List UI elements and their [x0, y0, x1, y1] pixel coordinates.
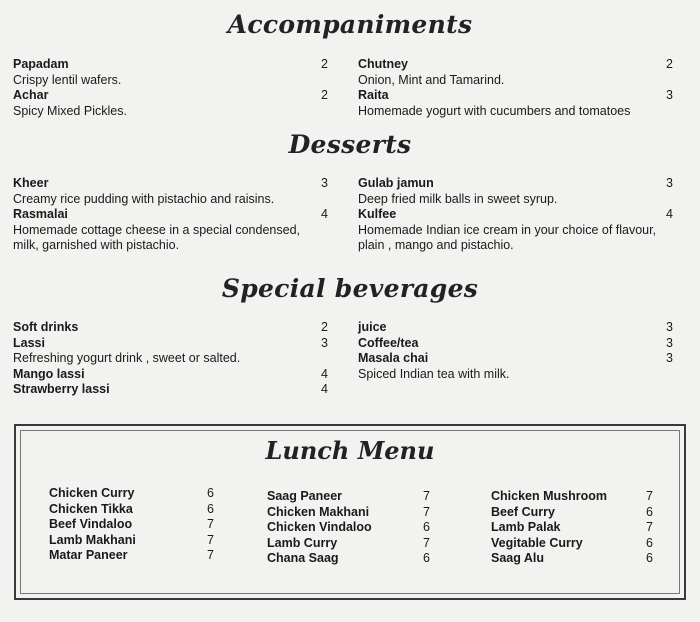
- menu-item: [358, 88, 673, 119]
- lunch-item: [267, 536, 430, 552]
- lunch-item-price: 7: [423, 535, 430, 550]
- lunch-item-price: 6: [423, 551, 430, 565]
- lunch-item-name: Chicken Curry: [49, 486, 135, 500]
- menu-item-row: [13, 57, 328, 73]
- menu-item-price: 4: [666, 207, 673, 221]
- menu-item-name: Raita: [358, 88, 389, 102]
- menu-item-name: Masala chai: [358, 351, 429, 365]
- desserts-right-column: [358, 176, 673, 254]
- accompaniments-right-column: [358, 57, 673, 119]
- lunch-item-name: Vegitable Curry: [491, 535, 583, 550]
- menu-item-name: Papadam: [13, 57, 69, 71]
- menu-item-row: [358, 176, 673, 192]
- menu-item-description: Creamy rice pudding with pistachio and raisins.: [13, 191, 275, 206]
- menu-item: [358, 320, 673, 336]
- lunch-item-name: Lamb Makhani: [49, 532, 136, 547]
- menu-item: [13, 207, 328, 254]
- menu-item: [13, 336, 328, 367]
- lunch-item: [49, 548, 214, 564]
- menu-item: [13, 176, 328, 207]
- menu-item-description: Crispy lentil wafers.: [13, 72, 122, 87]
- menu-item-row: [358, 57, 673, 73]
- lunch-item: [49, 517, 214, 533]
- menu-item: [358, 351, 673, 382]
- menu-item-row: [13, 382, 328, 398]
- menu-item-price: 2: [666, 57, 673, 71]
- menu-item-price: 3: [666, 320, 673, 334]
- menu-item: [13, 320, 328, 336]
- menu-item-row: [13, 336, 328, 352]
- lunch-column-1: [49, 486, 214, 564]
- menu-item-description: Homemade Indian ice cream in your choice of flavour, plain , mango and pistachio.: [358, 222, 657, 252]
- lunch-item-price: 6: [646, 535, 653, 550]
- lunch-item: [491, 551, 653, 567]
- menu-item-row: [13, 88, 328, 104]
- menu-item: [358, 336, 673, 352]
- lunch-item-name: Chicken Tikka: [49, 501, 133, 516]
- lunch-item-price: 6: [207, 486, 214, 500]
- menu-item-description: Onion, Mint and Tamarind.: [358, 72, 505, 87]
- menu-item-price: 3: [321, 335, 328, 350]
- desserts-left-column: [13, 176, 328, 254]
- menu-item-price: 2: [321, 320, 328, 334]
- menu-item-price: 4: [321, 382, 328, 396]
- lunch-item: [267, 489, 430, 505]
- menu-item-description: Spiced Indian tea with milk.: [358, 366, 510, 381]
- beverages-left-column: [13, 320, 328, 398]
- accompaniments-heading: Accompaniments: [227, 10, 473, 39]
- menu-item-price: 3: [666, 335, 673, 350]
- lunch-item-name: Saag Paneer: [267, 489, 343, 503]
- lunch-item-name: Beef Curry: [491, 504, 555, 519]
- menu-item-name: Kheer: [13, 176, 49, 190]
- menu-item-price: 2: [321, 88, 328, 102]
- lunch-item-name: Matar Paneer: [49, 548, 128, 562]
- lunch-item: [267, 520, 430, 536]
- lunch-item: [491, 489, 653, 505]
- menu-item-name: Kulfee: [358, 207, 397, 221]
- lunch-item-price: 7: [207, 532, 214, 547]
- lunch-item-name: Chicken Makhani: [267, 504, 370, 519]
- lunch-item-price: 7: [646, 489, 653, 503]
- lunch-item-price: 7: [423, 489, 430, 503]
- menu-item-name: Chutney: [358, 57, 408, 71]
- lunch-item-name: Chicken Vindaloo: [267, 520, 372, 534]
- menu-item-row: [13, 176, 328, 192]
- lunch-item-name: Chana Saag: [267, 551, 339, 565]
- lunch-item-name: Beef Vindaloo: [49, 517, 133, 531]
- menu-item-row: [358, 336, 673, 352]
- menu-item-name: Lassi: [13, 335, 45, 350]
- menu-item-row: [358, 320, 673, 336]
- menu-item-row: [13, 320, 328, 336]
- lunch-item: [491, 536, 653, 552]
- menu-item-name: Rasmalai: [13, 207, 68, 221]
- menu-item-name: Gulab jamun: [358, 176, 434, 190]
- lunch-item-price: 6: [646, 551, 653, 565]
- lunch-item-name: Lamb Palak: [491, 520, 561, 534]
- menu-item-row: [358, 351, 673, 367]
- lunch-item-price: 6: [423, 520, 430, 534]
- beverages-right-column: [358, 320, 673, 382]
- menu-item-name: Achar: [13, 88, 49, 102]
- lunch-item: [49, 533, 214, 549]
- menu-item-description: Spicy Mixed Pickles.: [13, 103, 127, 118]
- menu-item-price: 3: [666, 88, 673, 102]
- lunch-item: [267, 505, 430, 521]
- lunch-item: [49, 486, 214, 502]
- menu-item: [13, 88, 328, 119]
- lunch-item: [267, 551, 430, 567]
- menu-item: [13, 367, 328, 383]
- lunch-item-price: 7: [423, 504, 430, 519]
- menu-item-name: Coffee/tea: [358, 335, 419, 350]
- lunch-item: [491, 520, 653, 536]
- menu-item-row: [358, 88, 673, 104]
- menu-item-description: Deep fried milk balls in sweet syrup.: [358, 191, 558, 206]
- lunch-column-2: [267, 489, 430, 567]
- lunch-item-name: Chicken Mushroom: [491, 489, 607, 503]
- menu-item-row: [13, 207, 328, 223]
- lunch-item: [491, 505, 653, 521]
- menu-item: [358, 57, 673, 88]
- lunch-item: [49, 502, 214, 518]
- menu-item-row: [358, 207, 673, 223]
- menu-item: [13, 57, 328, 88]
- menu-item-name: Strawberry lassi: [13, 382, 110, 396]
- menu-item-price: 4: [321, 366, 328, 381]
- accompaniments-left-column: [13, 57, 328, 119]
- menu-item-name: Soft drinks: [13, 320, 79, 334]
- menu-item-price: 4: [321, 207, 328, 221]
- lunch-item-name: Lamb Curry: [267, 535, 338, 550]
- menu-item-description: Refreshing yogurt drink , sweet or salted.: [13, 351, 241, 365]
- lunch-column-3: [491, 489, 653, 567]
- menu-item-description: Homemade yogurt with cucumbers and tomatoes: [358, 103, 631, 118]
- lunch-item-name: Saag Alu: [491, 551, 545, 565]
- lunch-item-price: 7: [207, 548, 214, 562]
- lunch-menu-box: [14, 424, 686, 600]
- menu-item: [358, 176, 673, 207]
- lunch-item-price: 7: [646, 520, 653, 534]
- menu-item: [358, 207, 673, 254]
- menu-item-description: Homemade cottage cheese in a special condensed, milk, garnished with pistachio.: [13, 222, 300, 252]
- menu-item: [13, 382, 328, 398]
- menu-item-price: 3: [666, 351, 673, 365]
- lunch-item-price: 6: [207, 501, 214, 516]
- beverages-heading: Special beverages: [221, 274, 479, 303]
- menu-item-price: 3: [666, 176, 673, 190]
- desserts-heading: Desserts: [288, 130, 412, 159]
- lunch-item-price: 6: [646, 504, 653, 519]
- lunch-item-price: 7: [207, 517, 214, 531]
- menu-item-price: 2: [321, 57, 328, 71]
- menu-item-row: [13, 367, 328, 383]
- menu-item-price: 3: [321, 176, 328, 190]
- menu-item-name: juice: [358, 320, 387, 334]
- lunch-menu-title: Lunch Menu: [265, 436, 435, 465]
- menu-item-name: Mango lassi: [13, 366, 85, 381]
